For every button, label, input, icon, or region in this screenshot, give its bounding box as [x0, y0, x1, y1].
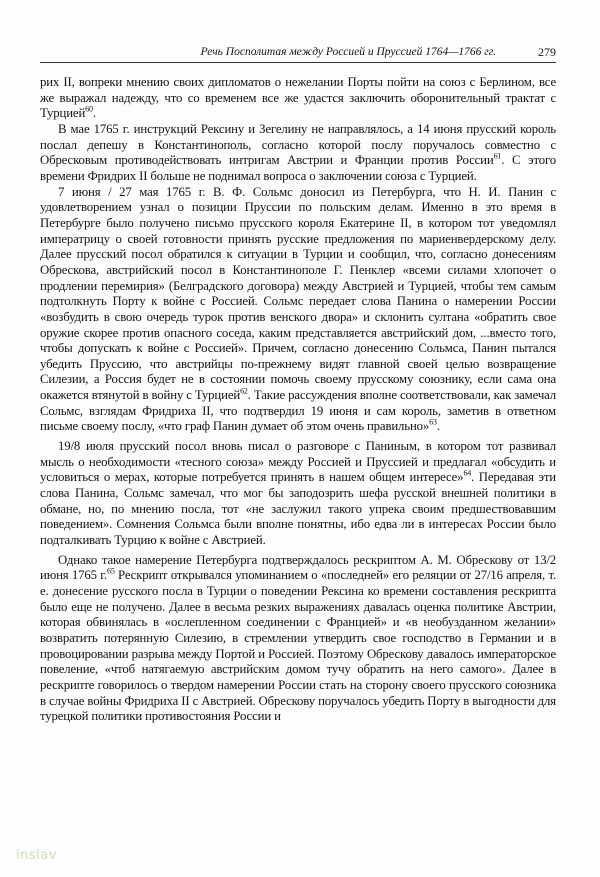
footnote-ref-61[interactable]: 61 [493, 152, 502, 162]
paragraph-4: 19/8 июля прусский посол вновь писал о разговоре с Паниным, в котором тот развивал мысль о необходимости «тесного союза» между Россией и Пруссией и предлагал «обсудить и условиться о мерах, которые потребуется принять в нашем общем интересе»$^{64}$. Передавая эти слова Панина, Сольмс замечал, что мог бы заподозрить шефа русской внешней политики в обмане, но, по мнению посла, тот «не заслужил такого упрека своим предшествовавшим поведением». Сомнения Сольмса были вполне понятны, ибо едва ли в интересах России было подталкивать Турцию к войне с Австрией. [40, 439, 556, 548]
footnote-ref-64[interactable]: 64 [463, 469, 472, 479]
footnote-ref-65[interactable]: 65 [106, 567, 115, 577]
paragraph-2: В мае 1765 г. инструкций Рексину и Зегелину не направлялось, а 14 июня прусский король послал депешу в Константинополь, согласно которой послу поручалось совместно с Обресковым противодействовать интригам Австрии и Франции против России$^{61}$. С этого времени Фридрих II больше не поднимал вопроса о заключении союза с Турцией. [40, 121, 556, 183]
footnote-ref-63[interactable]: 63 [429, 418, 437, 428]
footnote-ref-62[interactable]: 62 [240, 386, 248, 396]
body-text [40, 75, 556, 725]
paragraph-1: рих II, вопреки мнению своих дипломатов о нежелании Порты пойти на союз с Берлином, все же выражал надежду, что со временем все же удастся заключить оборонительный трактат с Турцией$^{60}$. [40, 75, 556, 121]
page-number: 279 [538, 45, 556, 59]
running-title: Речь Посполитая между Россией и Пруссией 1764—1766 гг. [200, 46, 496, 58]
paragraph-5: Однако такое намерение Петербурга подтверждалось рескриптом А. М. Обрескову от 13/2 июня 1765 г.$^{65}$ Рескрипт открывался упоминанием о «последней» его реляции от 27/16 апреля, т. е. донесение русского посла в Турции о поведении Рексина ко времени составления рескрипта было еще не получено. Далее в весьма резких выражениях давалась оценка политике Австрии, которая обвинялась в «ослепленном соединении с Францией» и «в необузданном желании» возвратить потерянную Силезию, в стремлении утвердить свое господство в Германии и в провоцировании разрыва между Портой и Россией. Поэтому Обрескову давалось императорское повеление, «чтоб натягаемую австрийским домом тучу обратить на него самого». Далее в рескрипте говорилось о твердом намерении России стать на сторону своего прусского союзника в случае войны Фридриха II с Австрией. Обрескову поручалось убедить Порту в выгодности для турецкой политики противостояния России и [40, 552, 556, 724]
running-header [40, 44, 556, 63]
footnote-ref-60[interactable]: 60 [85, 105, 93, 115]
watermark-logo: inslav [16, 848, 57, 863]
paragraph-3: 7 июня / 27 мая 1765 г. В. Ф. Сольмс доносил из Петербурга, что Н. И. Панин с удовлетворением узнал о позиции Пруссии по польским делам. Именно в это время в Петербурге было получено письмо прусского короля Екатерине II, в котором тот уведомлял императрицу о своей готовности принять русские предложения по мариенвердерскому делу. Далее прусский посол обратился к ситуации в Турции и сообщил, что, согласно донесениям Обрескова, австрийский посол в Константинополе Г. Пенклер «всеми силами хлопочет о продлении перемирия» (Белградского договора) между Австрией и Турцией, чтобы тем самым подтолкнуть Порту к войне с Россией. Сольмс передает слова Панина о намерении России «возбудить в свою очередь турок против венского двора» и склонить султана «обратить свое оружие скорее против опасного соседа, каким представляется австрийский дом, ...вместо того, чтобы допускать к войне с Россией». Причем, согласно донесению Сольмса, Панин пытался убедить Пруссию, что австрийцы по-прежнему видят главной своей целью возвращение Силезии, а Россия будет не в состоянии помочь своему прусскому союзнику, если сама она окажется втянутой в войну с Турцией$^{62}$. Такие рассуждения вполне соответствовали, как замечал Сольмс, взглядам Фридриха II, что подтвердил 19 июня и сам король, заметив в ответном письме своему послу, «что граф Панин думает об этом очень правильно»$^{63}$. [40, 184, 556, 434]
